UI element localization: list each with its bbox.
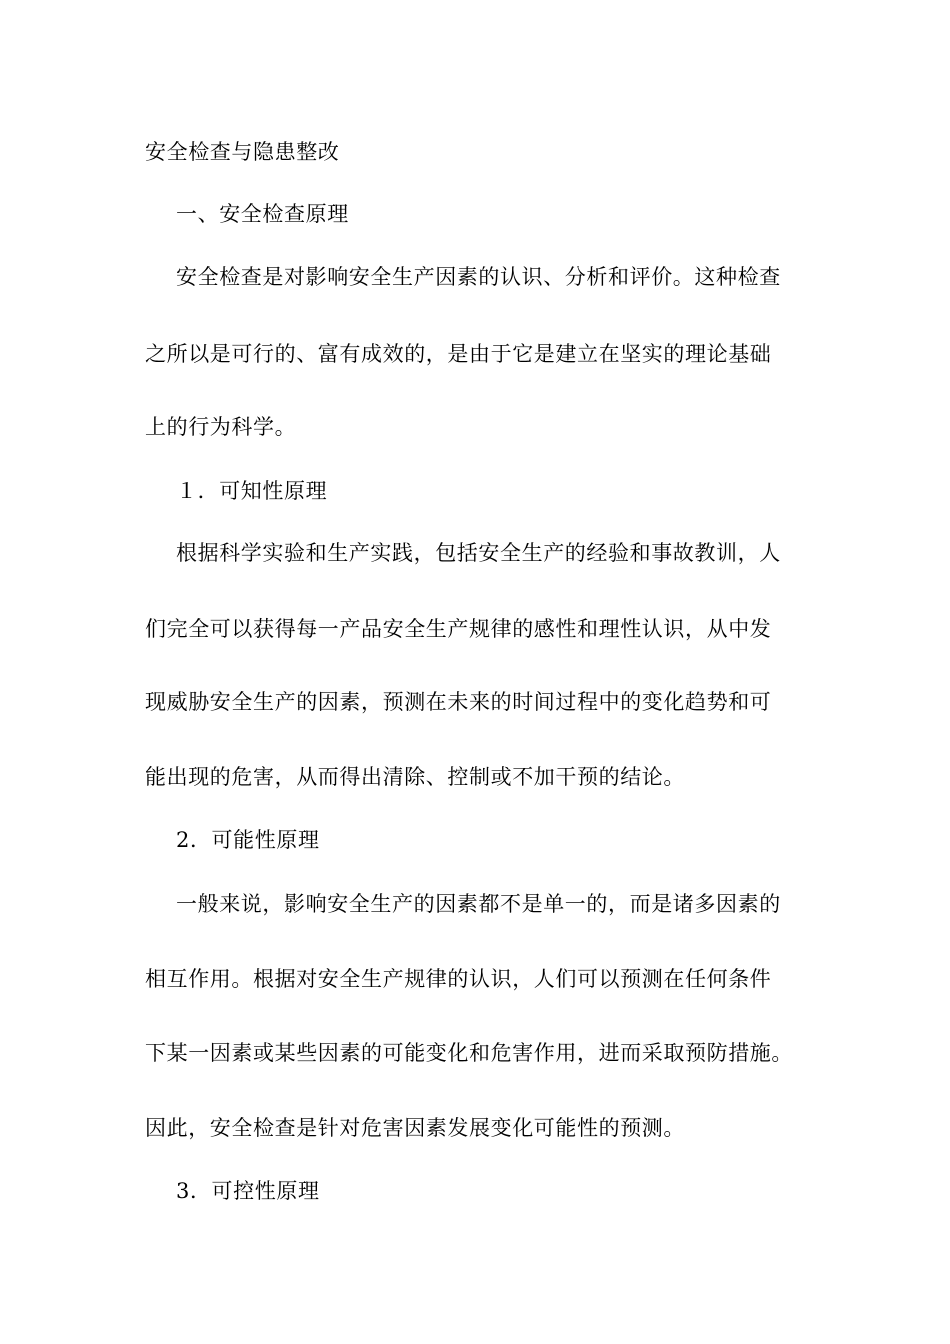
sub1-line-3: 现威胁安全生产的因素，预测在未来的时间过程中的变化趋势和可 bbox=[145, 690, 772, 714]
sub1-line-2: 们完全可以获得每一产品安全生产规律的感性和理性认识，从中发 bbox=[145, 617, 772, 641]
intro-line-2: 之所以是可行的、富有成效的，是由于它是建立在坚实的理论基础 bbox=[145, 342, 772, 366]
sub2-line-1: 一般来说，影响安全生产的因素都不是单一的，而是诸多因素的 bbox=[176, 892, 781, 916]
sub2-heading: 2．可能性原理 bbox=[176, 828, 320, 852]
sub1-heading: １．可知性原理 bbox=[176, 479, 328, 503]
sub1-line-4: 能出现的危害，从而得出清除、控制或不加干预的结论。 bbox=[145, 765, 685, 789]
sub2-line-4: 因此，安全检查是针对危害因素发展变化可能性的预测。 bbox=[145, 1116, 685, 1140]
sub2-line-3: 下某一因素或某些因素的可能变化和危害作用，进而采取预防措施。 bbox=[145, 1041, 793, 1065]
intro-line-1: 安全检查是对影响安全生产因素的认识、分析和评价。这种检查 bbox=[176, 265, 781, 289]
sub1-line-1: 根据科学实验和生产实践，包括安全生产的经验和事故教训，人 bbox=[176, 541, 781, 565]
sub3-heading: 3．可控性原理 bbox=[176, 1179, 320, 1203]
document-title: 安全检查与隐患整改 bbox=[145, 140, 340, 164]
section-heading: 一、安全检查原理 bbox=[176, 202, 349, 226]
intro-line-3: 上的行为科学。 bbox=[145, 415, 297, 439]
sub2-line-2: 相互作用。根据对安全生产规律的认识，人们可以预测在任何条件 bbox=[145, 967, 772, 991]
